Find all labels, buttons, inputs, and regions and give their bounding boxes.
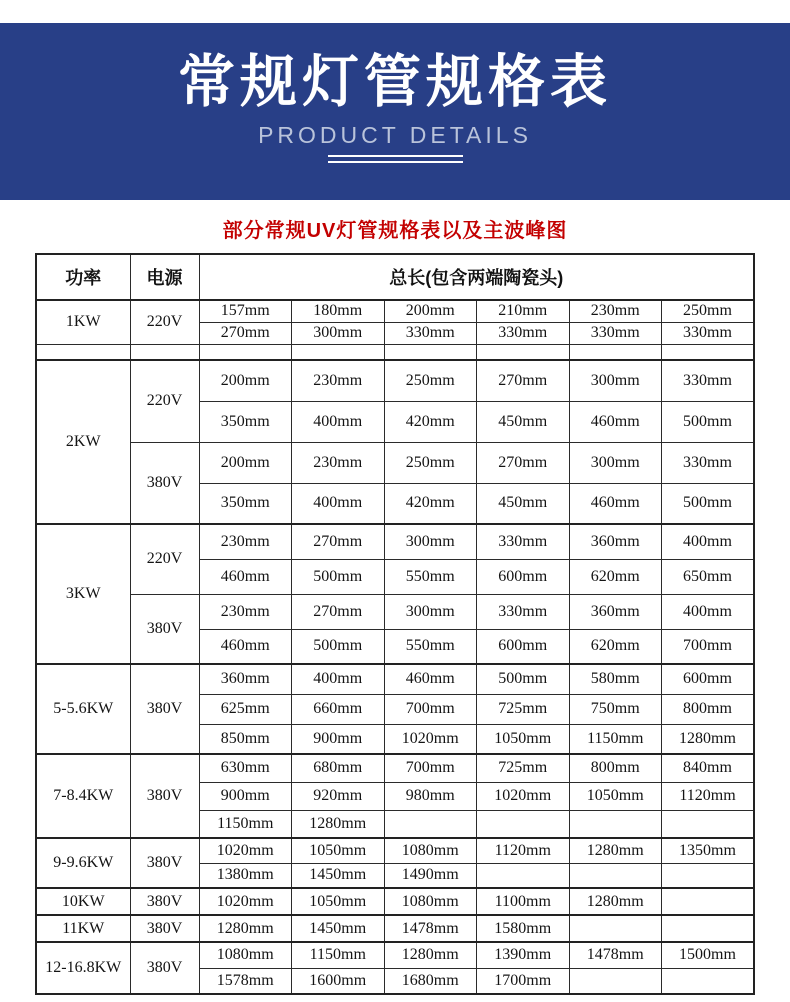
length-cell: 580mm [569,664,662,694]
length-cell [662,810,755,838]
length-cell [477,863,570,888]
length-cell: 400mm [662,594,755,629]
length-cell: 800mm [662,694,755,724]
length-cell: 460mm [199,629,292,664]
length-cell: 1500mm [662,942,755,968]
length-cell: 300mm [292,322,385,344]
length-cell: 360mm [199,664,292,694]
length-cell: 900mm [199,782,292,810]
length-cell: 1100mm [477,888,570,915]
length-cell: 270mm [199,322,292,344]
spec-table [35,253,755,995]
length-cell: 680mm [292,754,385,782]
length-cell: 330mm [384,322,477,344]
length-cell: 1080mm [384,888,477,915]
length-cell: 1050mm [292,838,385,863]
length-cell: 1020mm [199,888,292,915]
spec-table-body [36,300,754,994]
voltage-cell: 380V [130,942,199,994]
length-cell: 1280mm [569,888,662,915]
voltage-cell: 220V [130,524,199,594]
length-cell: 1700mm [477,968,570,994]
length-cell: 230mm [199,524,292,559]
length-cell [662,344,755,360]
col-header-power: 功率 [36,254,130,300]
length-cell: 200mm [199,360,292,401]
length-cell: 330mm [662,360,755,401]
length-cell: 1390mm [477,942,570,968]
length-cell: 270mm [477,442,570,483]
length-cell: 330mm [477,322,570,344]
length-cell [477,344,570,360]
page [0,23,790,995]
length-cell: 360mm [569,524,662,559]
length-cell: 1380mm [199,863,292,888]
underline-top [328,155,463,157]
length-cell: 900mm [292,724,385,754]
length-cell: 500mm [662,483,755,524]
length-cell: 330mm [477,594,570,629]
length-cell: 270mm [292,594,385,629]
length-cell [662,863,755,888]
length-cell: 200mm [384,300,477,322]
length-cell: 1450mm [292,863,385,888]
voltage-cell: 380V [130,915,199,942]
length-cell: 230mm [292,360,385,401]
table-row [36,888,754,915]
banner-subtitle: PRODUCT DETAILS [258,121,532,148]
length-cell: 360mm [569,594,662,629]
length-cell: 460mm [569,483,662,524]
length-cell: 1280mm [569,838,662,863]
length-cell: 460mm [384,664,477,694]
length-cell: 270mm [477,360,570,401]
length-cell: 200mm [199,442,292,483]
length-cell: 700mm [662,629,755,664]
length-cell [662,968,755,994]
length-cell [292,344,385,360]
power-cell: 5-5.6KW [36,664,130,754]
length-cell: 250mm [384,442,477,483]
length-cell: 625mm [199,694,292,724]
length-cell: 600mm [477,629,570,664]
voltage-cell: 380V [130,442,199,524]
banner-underline-decoration [0,155,790,163]
length-cell: 1350mm [662,838,755,863]
table-row [36,838,754,863]
power-cell: 12-16.8KW [36,942,130,994]
length-cell: 620mm [569,559,662,594]
length-cell: 230mm [199,594,292,629]
length-cell: 1680mm [384,968,477,994]
length-cell: 400mm [292,401,385,442]
power-cell: 11KW [36,915,130,942]
table-row [36,942,754,968]
length-cell: 330mm [662,322,755,344]
length-cell [662,915,755,942]
length-cell: 1150mm [199,810,292,838]
length-cell: 460mm [569,401,662,442]
length-cell [199,344,292,360]
table-row [36,664,754,694]
length-cell: 1478mm [384,915,477,942]
length-cell: 300mm [569,442,662,483]
length-cell: 550mm [384,559,477,594]
length-cell [569,915,662,942]
length-cell: 1280mm [384,942,477,968]
length-cell [569,968,662,994]
col-header-length: 总长(包含两端陶瓷头) [199,254,754,300]
col-header-voltage: 电源 [130,254,199,300]
length-cell: 330mm [569,322,662,344]
length-cell: 700mm [384,694,477,724]
length-cell: 300mm [569,360,662,401]
power-cell [36,344,130,360]
length-cell [662,888,755,915]
length-cell: 600mm [662,664,755,694]
section-title: 部分常规UV灯管规格表以及主波峰图 [222,220,568,242]
length-cell: 1050mm [292,888,385,915]
length-cell: 460mm [199,559,292,594]
length-cell: 230mm [292,442,385,483]
length-cell [384,344,477,360]
table-row [36,594,754,629]
power-cell: 3KW [36,524,130,664]
power-cell: 1KW [36,300,130,344]
power-cell: 9-9.6KW [36,838,130,888]
length-cell: 600mm [477,559,570,594]
length-cell: 350mm [199,401,292,442]
table-row [36,915,754,942]
length-cell: 500mm [292,629,385,664]
length-cell: 1580mm [477,915,570,942]
table-row [36,344,754,360]
length-cell [569,863,662,888]
length-cell: 210mm [477,300,570,322]
length-cell: 725mm [477,694,570,724]
length-cell: 270mm [292,524,385,559]
voltage-cell: 380V [130,664,199,754]
voltage-cell [130,344,199,360]
spec-table-head [36,254,754,300]
length-cell: 1120mm [662,782,755,810]
length-cell: 1020mm [477,782,570,810]
length-cell: 1280mm [662,724,755,754]
length-cell: 1478mm [569,942,662,968]
power-cell: 7-8.4KW [36,754,130,838]
length-cell: 400mm [662,524,755,559]
length-cell: 700mm [384,754,477,782]
length-cell: 660mm [292,694,385,724]
length-cell: 250mm [662,300,755,322]
length-cell: 1020mm [199,838,292,863]
table-row [36,754,754,782]
length-cell: 400mm [292,664,385,694]
underline-bottom [328,161,463,163]
length-cell: 750mm [569,694,662,724]
length-cell: 180mm [292,300,385,322]
voltage-cell: 380V [130,594,199,664]
length-cell [384,810,477,838]
length-cell: 1450mm [292,915,385,942]
length-cell: 500mm [662,401,755,442]
length-cell: 1280mm [199,915,292,942]
length-cell: 1080mm [199,942,292,968]
page-title: 常规灯管规格表 [178,50,612,114]
banner [0,23,790,200]
length-cell: 230mm [569,300,662,322]
voltage-cell: 380V [130,888,199,915]
length-cell: 1490mm [384,863,477,888]
length-cell: 400mm [292,483,385,524]
length-cell: 450mm [477,483,570,524]
length-cell: 1120mm [477,838,570,863]
table-row [36,360,754,401]
power-cell: 2KW [36,360,130,524]
length-cell: 330mm [477,524,570,559]
length-cell: 1050mm [477,724,570,754]
length-cell: 1150mm [569,724,662,754]
length-cell: 850mm [199,724,292,754]
length-cell [569,344,662,360]
length-cell: 650mm [662,559,755,594]
length-cell: 330mm [662,442,755,483]
length-cell: 420mm [384,401,477,442]
voltage-cell: 380V [130,754,199,838]
length-cell: 500mm [292,559,385,594]
length-cell: 920mm [292,782,385,810]
voltage-cell: 220V [130,300,199,344]
length-cell: 300mm [384,524,477,559]
table-row [36,524,754,559]
header-row [36,254,754,300]
length-cell: 800mm [569,754,662,782]
length-cell: 725mm [477,754,570,782]
length-cell: 980mm [384,782,477,810]
length-cell: 1080mm [384,838,477,863]
length-cell: 1600mm [292,968,385,994]
power-cell: 10KW [36,888,130,915]
length-cell: 350mm [199,483,292,524]
length-cell: 250mm [384,360,477,401]
table-row [36,300,754,322]
length-cell: 1578mm [199,968,292,994]
length-cell: 420mm [384,483,477,524]
table-row [36,442,754,483]
length-cell: 620mm [569,629,662,664]
length-cell: 300mm [384,594,477,629]
length-cell: 1020mm [384,724,477,754]
length-cell [569,810,662,838]
length-cell: 630mm [199,754,292,782]
length-cell: 450mm [477,401,570,442]
length-cell [477,810,570,838]
voltage-cell: 380V [130,838,199,888]
length-cell: 550mm [384,629,477,664]
length-cell: 1280mm [292,810,385,838]
length-cell: 157mm [199,300,292,322]
length-cell: 1050mm [569,782,662,810]
length-cell: 1150mm [292,942,385,968]
length-cell: 500mm [477,664,570,694]
voltage-cell: 220V [130,360,199,442]
length-cell: 840mm [662,754,755,782]
